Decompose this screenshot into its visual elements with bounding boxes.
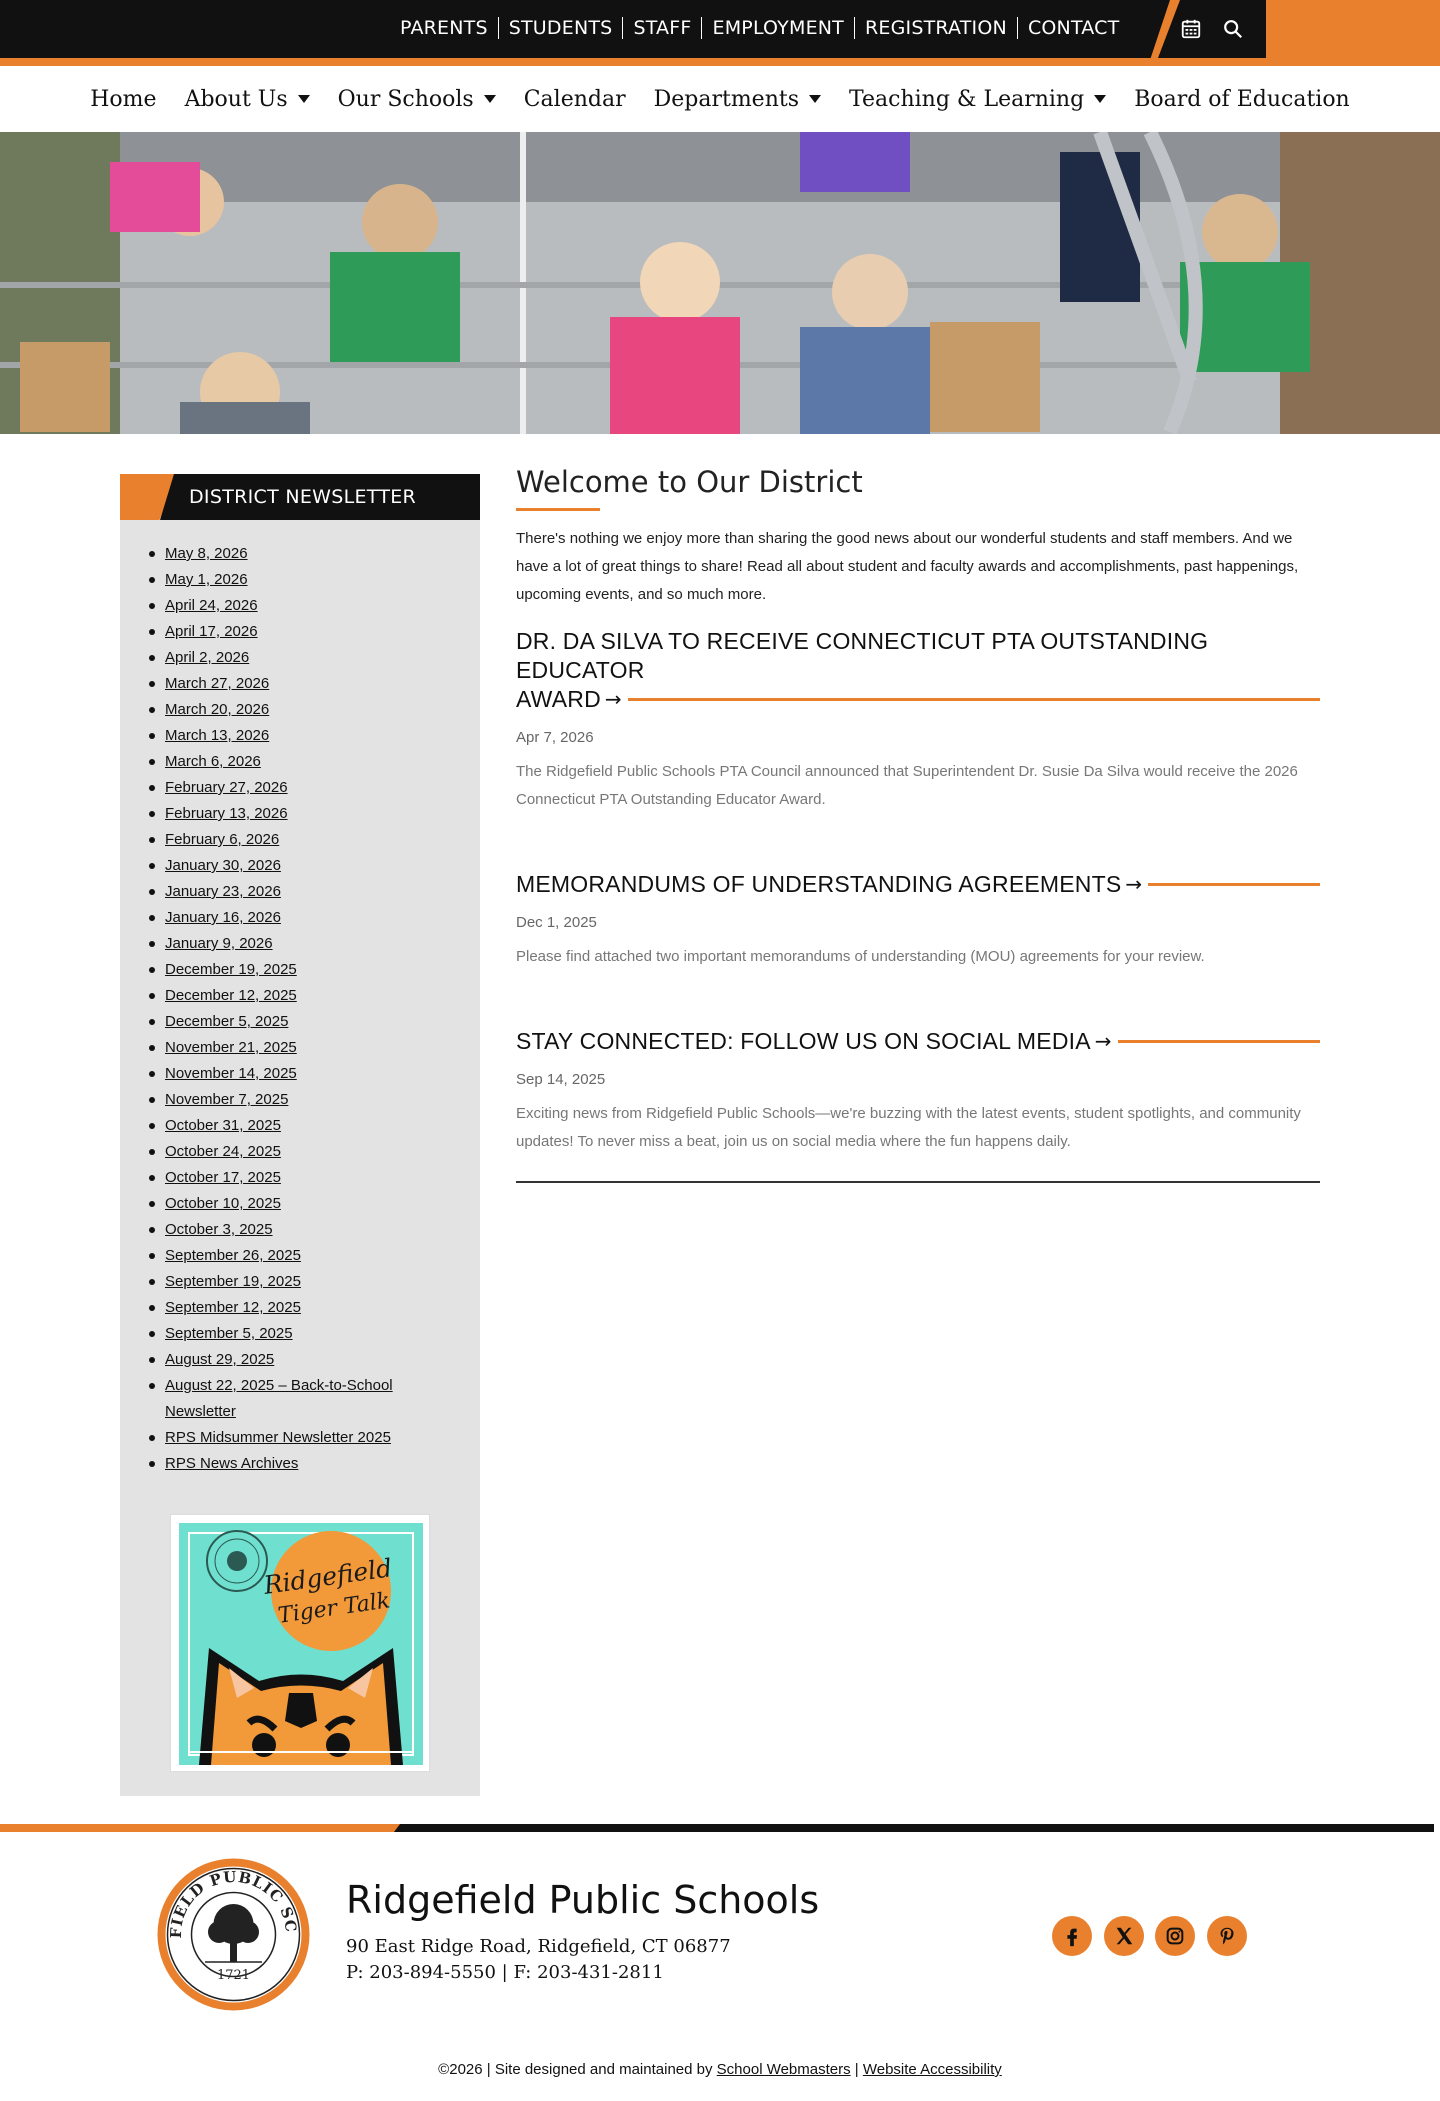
list-item <box>165 541 465 567</box>
list-item <box>165 1269 465 1295</box>
util-link-employment[interactable]: EMPLOYMENT <box>712 17 844 39</box>
nav-our-schools[interactable] <box>324 87 510 112</box>
news-post <box>516 627 1320 814</box>
footer-accent-black <box>394 1824 1434 1832</box>
newsletter-link[interactable]: May 8, 2026 <box>165 545 248 562</box>
x-icon[interactable] <box>1104 1916 1144 1956</box>
district-seal-logo <box>155 1856 312 2013</box>
calendar-icon[interactable] <box>1172 10 1210 48</box>
newsletter-link[interactable]: December 5, 2025 <box>165 1013 289 1030</box>
nav-about-us[interactable] <box>171 87 324 112</box>
accessibility-link[interactable]: Website Accessibility <box>862 2061 1002 2078</box>
list-item <box>165 1217 465 1243</box>
util-link-staff[interactable]: STAFF <box>633 17 692 39</box>
list-item <box>165 1373 465 1425</box>
seal-text: FIELD PUBLIC SC <box>166 1867 301 1939</box>
list-item <box>165 827 465 853</box>
main-nav <box>0 66 1440 132</box>
footer-contact <box>346 1934 731 1986</box>
list-item <box>165 1009 465 1035</box>
post-date: Dec 1, 2025 <box>516 914 597 931</box>
newsletter-link[interactable]: March 27, 2026 <box>165 675 270 692</box>
list-item <box>165 1321 465 1347</box>
nav-calendar[interactable] <box>510 87 640 112</box>
newsletter-link[interactable]: December 19, 2025 <box>165 961 297 978</box>
post-date: Sep 14, 2025 <box>516 1071 606 1088</box>
search-icon[interactable] <box>1214 10 1252 48</box>
arrow-right-icon: → <box>1125 872 1143 896</box>
newsletter-link[interactable]: August 29, 2025 <box>165 1351 275 1368</box>
caret-down-icon <box>1094 95 1106 103</box>
copyright-text: ©2026 | Site designed and maintained by <box>438 2061 713 2078</box>
list-item <box>165 645 465 671</box>
nav-board-of-education[interactable] <box>1120 87 1364 112</box>
list-item <box>165 593 465 619</box>
title-rule <box>628 698 1320 701</box>
footer-school-name: Ridgefield Public Schools <box>346 1878 820 1922</box>
post-title-link[interactable] <box>516 870 1320 899</box>
newsletter-link[interactable]: November 7, 2025 <box>165 1091 289 1108</box>
post-title-link[interactable] <box>516 1027 1320 1056</box>
newsletter-link[interactable]: September 26, 2025 <box>165 1247 301 1264</box>
nav-home[interactable] <box>76 87 170 112</box>
hero-photo-illustration <box>0 132 1440 434</box>
instagram-icon[interactable] <box>1155 1916 1195 1956</box>
list-item <box>165 1165 465 1191</box>
title-rule <box>1118 1040 1320 1043</box>
title-underline <box>516 508 600 511</box>
newsletter-link[interactable]: December 12, 2025 <box>165 987 297 1004</box>
list-item <box>165 1087 465 1113</box>
sidebar-title: DISTRICT NEWSLETTER <box>189 486 417 508</box>
post-date: Apr 7, 2026 <box>516 729 594 746</box>
main-content <box>516 462 1320 1156</box>
list-item <box>165 749 465 775</box>
util-link-contact[interactable]: CONTACT <box>1027 17 1120 39</box>
newsletter-link[interactable]: October 10, 2025 <box>165 1195 281 1212</box>
nav-departments[interactable] <box>640 87 835 112</box>
newsletter-link[interactable]: March 6, 2026 <box>165 753 261 770</box>
footer-accent-orange <box>0 1824 400 1832</box>
util-link-parents[interactable]: PARENTS <box>400 17 488 39</box>
list-item <box>165 775 465 801</box>
nav-teaching-learning[interactable] <box>835 87 1120 112</box>
list-item <box>165 801 465 827</box>
nav-label: Calendar <box>523 86 626 112</box>
content-divider <box>516 1181 1320 1183</box>
nav-label: Home <box>90 86 157 112</box>
copyright-line <box>0 2060 1440 2080</box>
promo-line1: Ridgefield <box>261 1553 394 1600</box>
list-item <box>165 983 465 1009</box>
news-post <box>516 870 1320 971</box>
caret-down-icon <box>484 95 496 103</box>
newsletter-link[interactable]: September 19, 2025 <box>165 1273 301 1290</box>
newsletter-link[interactable]: October 31, 2025 <box>165 1117 281 1134</box>
post-title-text: STAY CONNECTED: FOLLOW US ON SOCIAL MEDIA <box>516 1028 1091 1054</box>
nav-label: About Us <box>184 86 288 112</box>
list-item <box>165 1425 465 1451</box>
post-title-link[interactable] <box>516 627 1320 714</box>
list-item <box>165 1191 465 1217</box>
nav-label: Departments <box>653 86 800 112</box>
newsletter-link[interactable]: November 21, 2025 <box>165 1039 297 1056</box>
newsletter-link[interactable]: October 3, 2025 <box>165 1221 273 1238</box>
list-item <box>165 1061 465 1087</box>
list-item <box>165 1347 465 1373</box>
newsletter-link[interactable]: August 22, 2025 – Back-to-School Newsletter <box>165 1377 393 1420</box>
nav-label: Our Schools <box>337 86 474 112</box>
sidebar-heading <box>120 474 480 520</box>
post-excerpt: Exciting news from Ridgefield Public Schools—we're buzzing with the latest events, student spotlights, and community updates! To never miss a beat, join us on social media where the fun happens daily. <box>516 1105 1301 1150</box>
newsletter-link[interactable]: September 5, 2025 <box>165 1325 293 1342</box>
list-item <box>165 1295 465 1321</box>
caret-down-icon <box>298 95 310 103</box>
newsletter-list <box>165 541 465 1477</box>
seal-year: 1721 <box>216 1968 251 1983</box>
post-title-text: AWARD <box>516 686 601 712</box>
list-item <box>165 957 465 983</box>
newsletter-link[interactable]: March 20, 2026 <box>165 701 270 718</box>
arrow-right-icon: → <box>1094 1029 1112 1053</box>
caret-down-icon <box>809 95 821 103</box>
tiger-talk-image <box>179 1523 423 1765</box>
util-link-students[interactable]: STUDENTS <box>508 17 613 39</box>
nav-label: Teaching & Learning <box>849 86 1085 112</box>
utility-divider <box>1263 0 1266 58</box>
list-item <box>165 1035 465 1061</box>
news-post <box>516 1027 1320 1156</box>
newsletter-link[interactable]: April 17, 2026 <box>165 623 258 640</box>
pinterest-icon[interactable] <box>1207 1916 1247 1956</box>
school-webmasters-link[interactable]: School Webmasters <box>716 2061 851 2078</box>
post-title-text: MEMORANDUMS OF UNDERSTANDING AGREEMENTS <box>516 871 1122 897</box>
list-item <box>165 879 465 905</box>
post-title-text: DR. DA SILVA TO RECEIVE CONNECTICUT PTA OUTSTANDING EDUCATOR <box>516 628 1209 683</box>
newsletter-link[interactable]: February 27, 2026 <box>165 779 288 796</box>
hero-image <box>0 132 1440 434</box>
list-item <box>165 567 465 593</box>
list-item <box>165 697 465 723</box>
newsletter-link[interactable]: May 1, 2026 <box>165 571 248 588</box>
list-item <box>165 671 465 697</box>
newsletter-link[interactable]: January 9, 2026 <box>165 935 273 952</box>
welcome-paragraph: There's nothing we enjoy more than sharing the good news about our wonderful students and staff members. And we have a lot of great things to share! Read all about student and faculty awards and accomplishments, past happenings, upcoming events, and so much more. <box>516 530 1299 603</box>
promo-line2: Tiger Talk <box>276 1588 392 1629</box>
list-item <box>165 723 465 749</box>
newsletter-sidebar <box>120 474 480 1796</box>
newsletter-link[interactable]: RPS Midsummer Newsletter 2025 <box>165 1429 391 1446</box>
newsletter-link[interactable]: April 2, 2026 <box>165 649 250 666</box>
nav-label: Board of Education <box>1134 86 1350 112</box>
arrow-right-icon: → <box>604 687 622 711</box>
title-rule <box>1148 883 1320 886</box>
util-link-registration[interactable]: REGISTRATION <box>865 17 1007 39</box>
newsletter-link[interactable]: RPS News Archives <box>165 1455 299 1472</box>
copyright-separator: | <box>854 2061 859 2078</box>
newsletter-link[interactable]: November 14, 2025 <box>165 1065 297 1082</box>
list-item <box>165 1451 465 1477</box>
newsletter-link[interactable]: February 6, 2026 <box>165 831 280 848</box>
newsletter-link[interactable]: January 16, 2026 <box>165 909 281 926</box>
newsletter-link[interactable]: January 23, 2026 <box>165 883 281 900</box>
utility-nav <box>390 14 1129 42</box>
list-item <box>165 1113 465 1139</box>
newsletter-link[interactable]: January 30, 2026 <box>165 857 281 874</box>
list-item <box>165 905 465 931</box>
list-item <box>165 853 465 879</box>
page-title: Welcome to Our District <box>516 465 863 499</box>
list-item <box>165 1243 465 1269</box>
newsletter-link[interactable]: September 12, 2025 <box>165 1299 301 1316</box>
footer-phone: P: 203-894-5550 | F: 203-431-2811 <box>346 1962 664 1983</box>
post-excerpt: Please find attached two important memorandums of understanding (MOU) agreements for your review. <box>516 948 1205 965</box>
list-item <box>165 619 465 645</box>
list-item <box>165 931 465 957</box>
facebook-icon[interactable] <box>1052 1916 1092 1956</box>
newsletter-link[interactable]: October 24, 2025 <box>165 1143 281 1160</box>
post-excerpt: The Ridgefield Public Schools PTA Council announced that Superintendent Dr. Susie Da Silva would receive the 2026 Connecticut PTA Outstanding Educator Award. <box>516 763 1298 808</box>
newsletter-link[interactable]: April 24, 2026 <box>165 597 258 614</box>
newsletter-link[interactable]: March 13, 2026 <box>165 727 270 744</box>
list-item <box>165 1139 465 1165</box>
newsletter-link[interactable]: February 13, 2026 <box>165 805 288 822</box>
newsletter-link[interactable]: October 17, 2025 <box>165 1169 281 1186</box>
footer-address: 90 East Ridge Road, Ridgefield, CT 06877 <box>346 1936 731 1957</box>
tiger-talk-promo[interactable] <box>170 1514 430 1772</box>
